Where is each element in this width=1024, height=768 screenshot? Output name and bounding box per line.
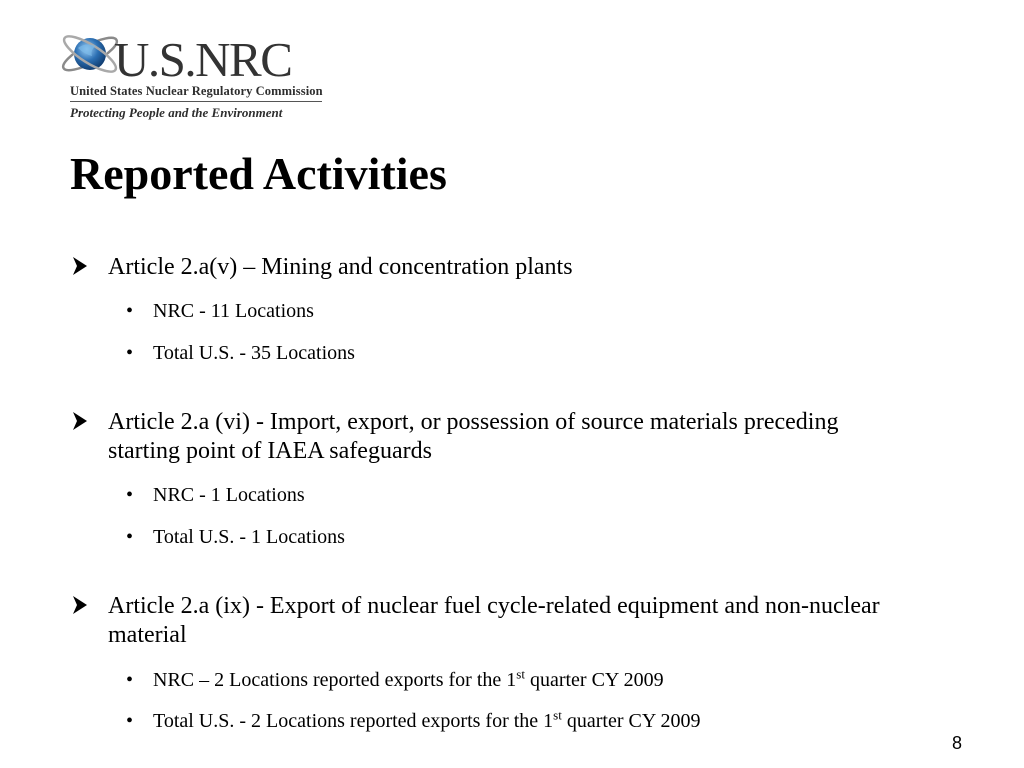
section-heading-3 — [108, 592, 950, 650]
bullet-icon: • — [126, 484, 134, 506]
logo-divider — [70, 101, 322, 102]
bullet-icon: • — [126, 710, 134, 732]
list-item-text: Total U.S. - 35 Locations — [153, 342, 355, 364]
ordinal-suffix: st — [553, 707, 562, 723]
bullet-icon: • — [126, 300, 134, 322]
list-item-text-tail: quarter CY 2009 — [524, 669, 664, 691]
section-heading-2 — [108, 408, 888, 466]
arrow-bullet-icon — [72, 595, 88, 615]
list-item — [126, 525, 345, 549]
list-item-text: Total U.S. - 2 Locations reported exports for the 1 — [153, 710, 554, 732]
list-item-text: NRC - 1 Locations — [153, 484, 305, 506]
list-item — [126, 483, 305, 507]
atom-globe-icon — [59, 30, 120, 77]
section-heading-text: Article 2.a(v) – Mining and concentration plants — [108, 254, 573, 280]
list-item — [126, 666, 664, 692]
list-item-text-tail: quarter CY 2009 — [561, 710, 701, 732]
list-item — [126, 341, 355, 365]
slide-title: Reported Activities — [70, 148, 447, 199]
list-item-text: NRC – 2 Locations reported exports for the 1 — [153, 669, 517, 691]
nrc-logo-mark — [56, 20, 336, 86]
bullet-icon: • — [126, 526, 134, 548]
list-item-text: NRC - 11 Locations — [153, 300, 314, 322]
page-number: 8 — [952, 733, 963, 753]
list-item — [126, 299, 314, 323]
ordinal-suffix: st — [516, 666, 525, 682]
logo-organization-name: United States Nuclear Regulatory Commission — [70, 84, 323, 98]
logo-wordmark: U.S.NRC — [114, 32, 292, 86]
bullet-icon: • — [126, 342, 134, 364]
list-item — [126, 707, 701, 733]
arrow-bullet-icon — [72, 256, 88, 276]
section-heading-text: Article 2.a (ix) - Export of nuclear fuel cycle-related equipment and non-nuclear material — [108, 593, 880, 648]
logo-tagline: Protecting People and the Environment — [70, 105, 283, 120]
nrc-logo — [56, 20, 336, 126]
list-item-text: Total U.S. - 1 Locations — [153, 526, 345, 548]
section-heading-1 — [108, 253, 888, 282]
section-heading-text: Article 2.a (vi) - Import, export, or possession of source materials preceding starting point of IAEA safeguards — [108, 409, 839, 464]
arrow-bullet-icon — [72, 411, 88, 431]
bullet-icon: • — [126, 669, 134, 691]
